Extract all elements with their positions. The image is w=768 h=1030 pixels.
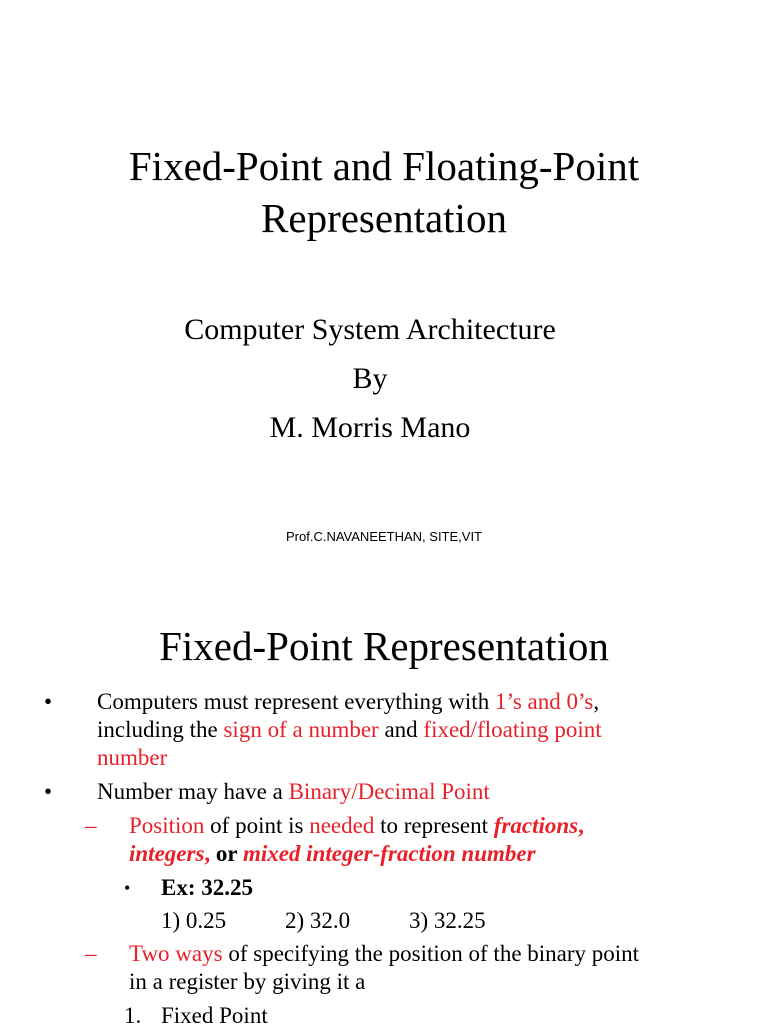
text: or [210,841,243,866]
sub-bullet-marker: • [124,878,131,898]
highlight-text: , [204,841,211,866]
highlight-text: needed [309,813,375,838]
slide-title: Fixed-Point Representation [159,623,609,669]
example-item-2: 2) 32.0 [285,908,351,933]
highlight-text: Two ways [129,941,223,966]
dash-marker: – [85,813,97,838]
dash-text [129,940,759,996]
bullet-text [97,778,490,806]
title-line-2: Representation [261,195,507,241]
dash-line [129,840,759,868]
text: to represent [374,813,494,838]
bullet-marker: • [44,689,53,714]
slide-footer: Prof.C.NAVANEETHAN, SITE,VIT [286,529,482,544]
content-slide [0,576,768,1028]
bullet-line [97,744,757,772]
example-item-3: 3) 32.25 [409,908,486,933]
bullet-marker: • [44,779,53,804]
text: Number may have a [97,779,289,804]
text: Computers must represent everything with [97,689,495,714]
highlight-text: mixed integer-fraction number [242,841,536,866]
subtitle-author: M. Morris Mano [269,411,471,444]
dash-line [129,812,759,840]
example-label: Ex: 32.25 [161,875,253,900]
highlight-text: fixed/floating point [423,717,602,742]
subtitle-by: By [352,362,388,395]
bullet-computers [0,688,768,778]
list-item-text: Fixed Point [161,1003,268,1028]
highlight-text: 1’s and 0’s [494,689,594,714]
text: , [593,689,600,714]
numbered-item [0,1002,768,1028]
highlight-text: number [97,745,168,770]
dash-text [129,812,759,868]
slide-subtitle [0,305,740,452]
subtitle-book: Computer System Architecture [184,313,556,346]
highlight-text: sign of a number [223,717,379,742]
bullet-line [97,716,757,744]
bullet-text [97,688,757,772]
dash-position [0,812,768,872]
dash-line: in a register by giving it a [129,969,366,994]
dash-two-ways [0,940,768,1000]
dash-line [129,940,759,968]
bullet-line [97,688,757,716]
example-block [0,874,768,940]
list-number: 1. [124,1003,142,1028]
text: of point is [204,813,310,838]
slide-title [0,140,768,244]
text: and [378,717,424,742]
title-line-1: Fixed-Point and Floating-Point [128,143,640,189]
dash-marker: – [85,941,97,966]
highlight-text: fractions [493,813,579,838]
highlight-text: integers [129,841,205,866]
highlight-text: Binary/Decimal Point [288,779,490,804]
text: including the [97,717,224,742]
bullet-number-point [0,778,768,808]
highlight-text: Position [129,813,205,838]
text: of specifying the position of the binary point [222,941,640,966]
highlight-text: , [578,813,584,838]
example-item-1: 1) 0.25 [161,908,227,933]
